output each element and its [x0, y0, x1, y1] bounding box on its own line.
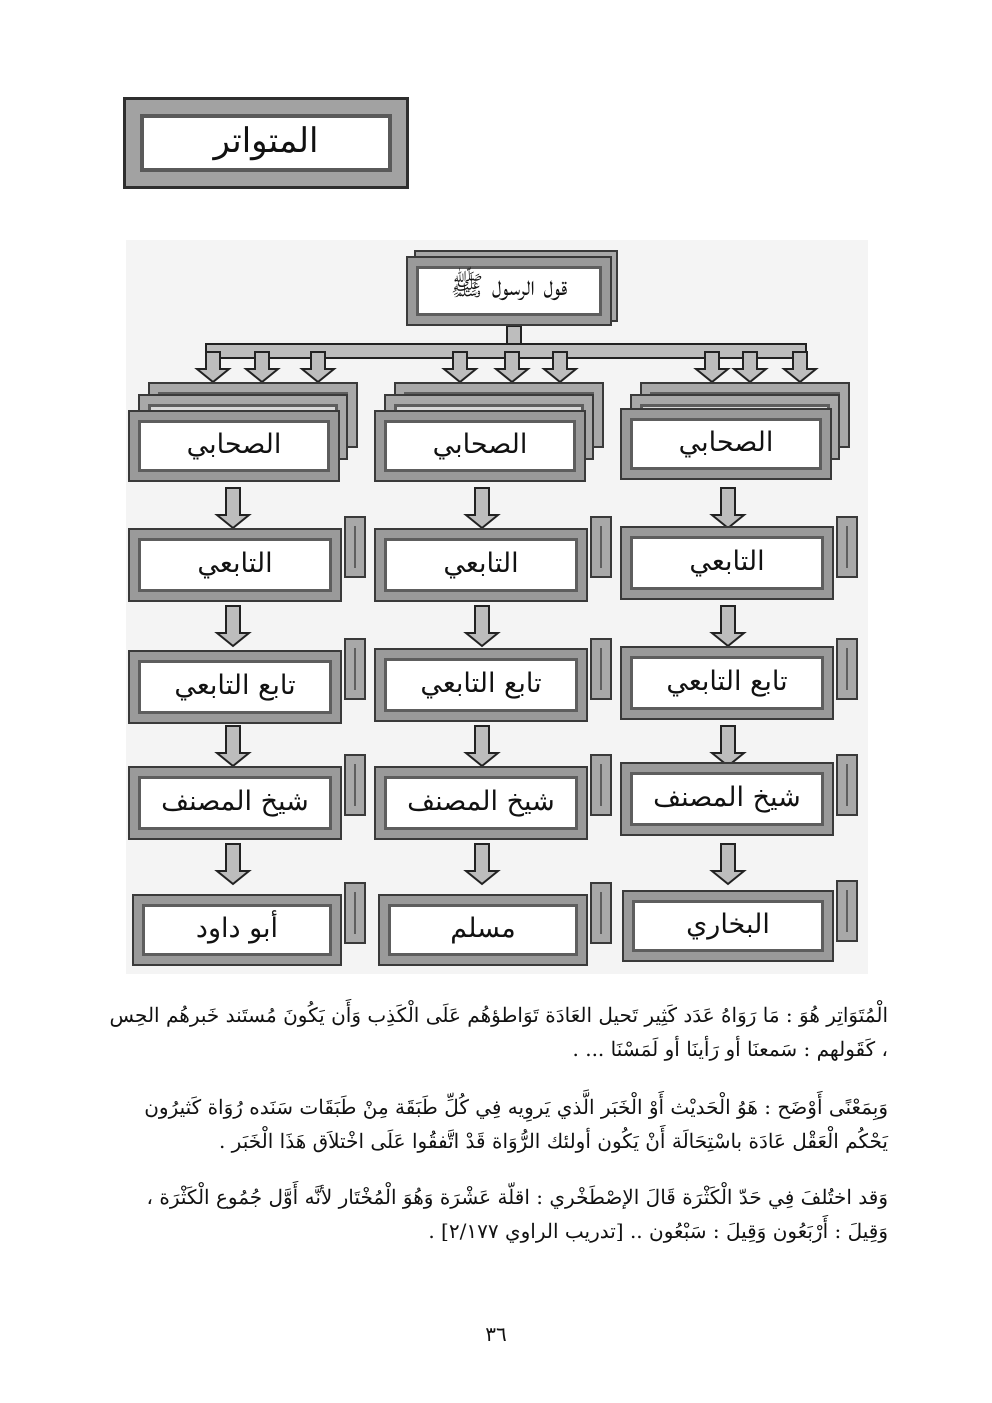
down-arrow	[712, 844, 744, 884]
sahabi-label: الصحابي	[678, 426, 774, 458]
shaykh-side-shadow	[838, 756, 856, 814]
tabi-tabii-side-shadow	[838, 640, 856, 698]
sahabi-box-col1	[130, 412, 338, 480]
page-title: المتواتر	[213, 121, 319, 161]
author-side-shadow	[838, 882, 856, 940]
tabii-box-col1	[130, 530, 340, 600]
paragraph-definition: الْمُتَوَاتِر هُوَ : مَا رَوَاهُ عَدَد كَثِير تَحيل العَادَة تَوَاطؤهُم عَلَى الْكَذِب وَأَن يَكُونَ مُستَند خَبرهُم الحِس ، كَقَولهم : سَمعنَا أو رَأينَا أو لَمَسْنَا ... .	[109, 1003, 888, 1061]
down-arrow	[217, 844, 249, 884]
tabi-tabii-side-shadow	[346, 640, 364, 698]
shaykh-side-shadow	[346, 756, 364, 814]
tabii-label: التابعي	[197, 547, 273, 579]
author-side-shadow	[346, 884, 364, 942]
root-box	[408, 258, 610, 324]
shaykh-box-col3	[622, 764, 832, 834]
down-arrow	[466, 606, 498, 646]
tabi-tabii-side-shadow	[592, 640, 610, 698]
tabii-side-shadow	[592, 518, 610, 576]
author-label: البخاري	[686, 908, 770, 940]
tabi-tabii-label: تابع التابعي	[174, 669, 296, 701]
shaykh-box-col2	[376, 768, 586, 838]
shaykh-label: شيخ المصنف	[407, 785, 555, 817]
down-arrow	[466, 488, 498, 528]
root-label: قول الرسول ﷺ	[450, 271, 568, 302]
tabii-box-col3	[622, 528, 832, 598]
tabi-tabii-label: تابع التابعي	[666, 665, 788, 697]
tabii-label: التابعي	[443, 547, 519, 579]
down-arrow	[712, 606, 744, 646]
shaykh-label: شيخ المصنف	[161, 785, 309, 817]
tabii-label: التابعي	[689, 545, 765, 577]
author-box-col1	[134, 896, 340, 964]
sahabi-label: الصحابي	[432, 428, 528, 460]
sahabi-box-col2	[376, 412, 584, 480]
author-label: أبو داود	[195, 912, 279, 944]
paragraph-clarification: وَبِمَعْنًى أَوْضَح : هَوُ الْحَديْث أَوْ الْخَبَر الَّذي يَروِيه فِي كُلِّ طَبَقَة مِنْ طَبَقَات سَنَده رُوَاة كَثيرُون يَحْكُم الْعَقْل عَادَة باسْتِحَالَة أَنْ يَكُون أولئك الرُّوَاة قَدْ اتَّفقُوا عَلَى اخْتلاَق هَذَا الْخَبَر .	[144, 1095, 888, 1153]
tabii-side-shadow	[838, 518, 856, 576]
page-number: ٣٦	[485, 1322, 507, 1346]
down-arrow	[712, 488, 744, 528]
tabi-tabii-box-col1	[130, 652, 340, 722]
tabi-tabii-label: تابع التابعي	[420, 667, 542, 699]
down-arrow	[466, 844, 498, 884]
tabii-box-col2	[376, 530, 586, 600]
author-box-col3	[624, 892, 832, 960]
shaykh-box-col1	[130, 768, 340, 838]
shaykh-side-shadow	[592, 756, 610, 814]
author-label: مسلم	[450, 912, 516, 944]
author-box-col2	[380, 896, 586, 964]
tabi-tabii-box-col2	[376, 650, 586, 720]
down-arrow	[712, 726, 744, 766]
down-arrow	[217, 488, 249, 528]
shaykh-label: شيخ المصنف	[653, 781, 801, 813]
sahabi-label: الصحابي	[186, 428, 282, 460]
paragraph-number-dispute: وَقد اختُلفَ فِي حَدّ الْكَثْرَة قَالَ الإصْطَخْري : اقلّة عَشْرَة وَهُوَ الْمُخْتَار لأنَّه أَوَّل جُمُوع الْكَثْرَة ، وَقِيلَ : أَرْبَعُون وَقِيلَ : سَبْعُون .. [تدريب الراوي ٢/١٧٧] .	[146, 1185, 888, 1243]
author-side-shadow	[592, 884, 610, 942]
sahabi-box-col3	[622, 410, 830, 478]
tabi-tabii-box-col3	[622, 648, 832, 718]
down-arrow	[466, 726, 498, 766]
down-arrow	[217, 606, 249, 646]
down-arrow	[217, 726, 249, 766]
tabii-side-shadow	[346, 518, 364, 576]
